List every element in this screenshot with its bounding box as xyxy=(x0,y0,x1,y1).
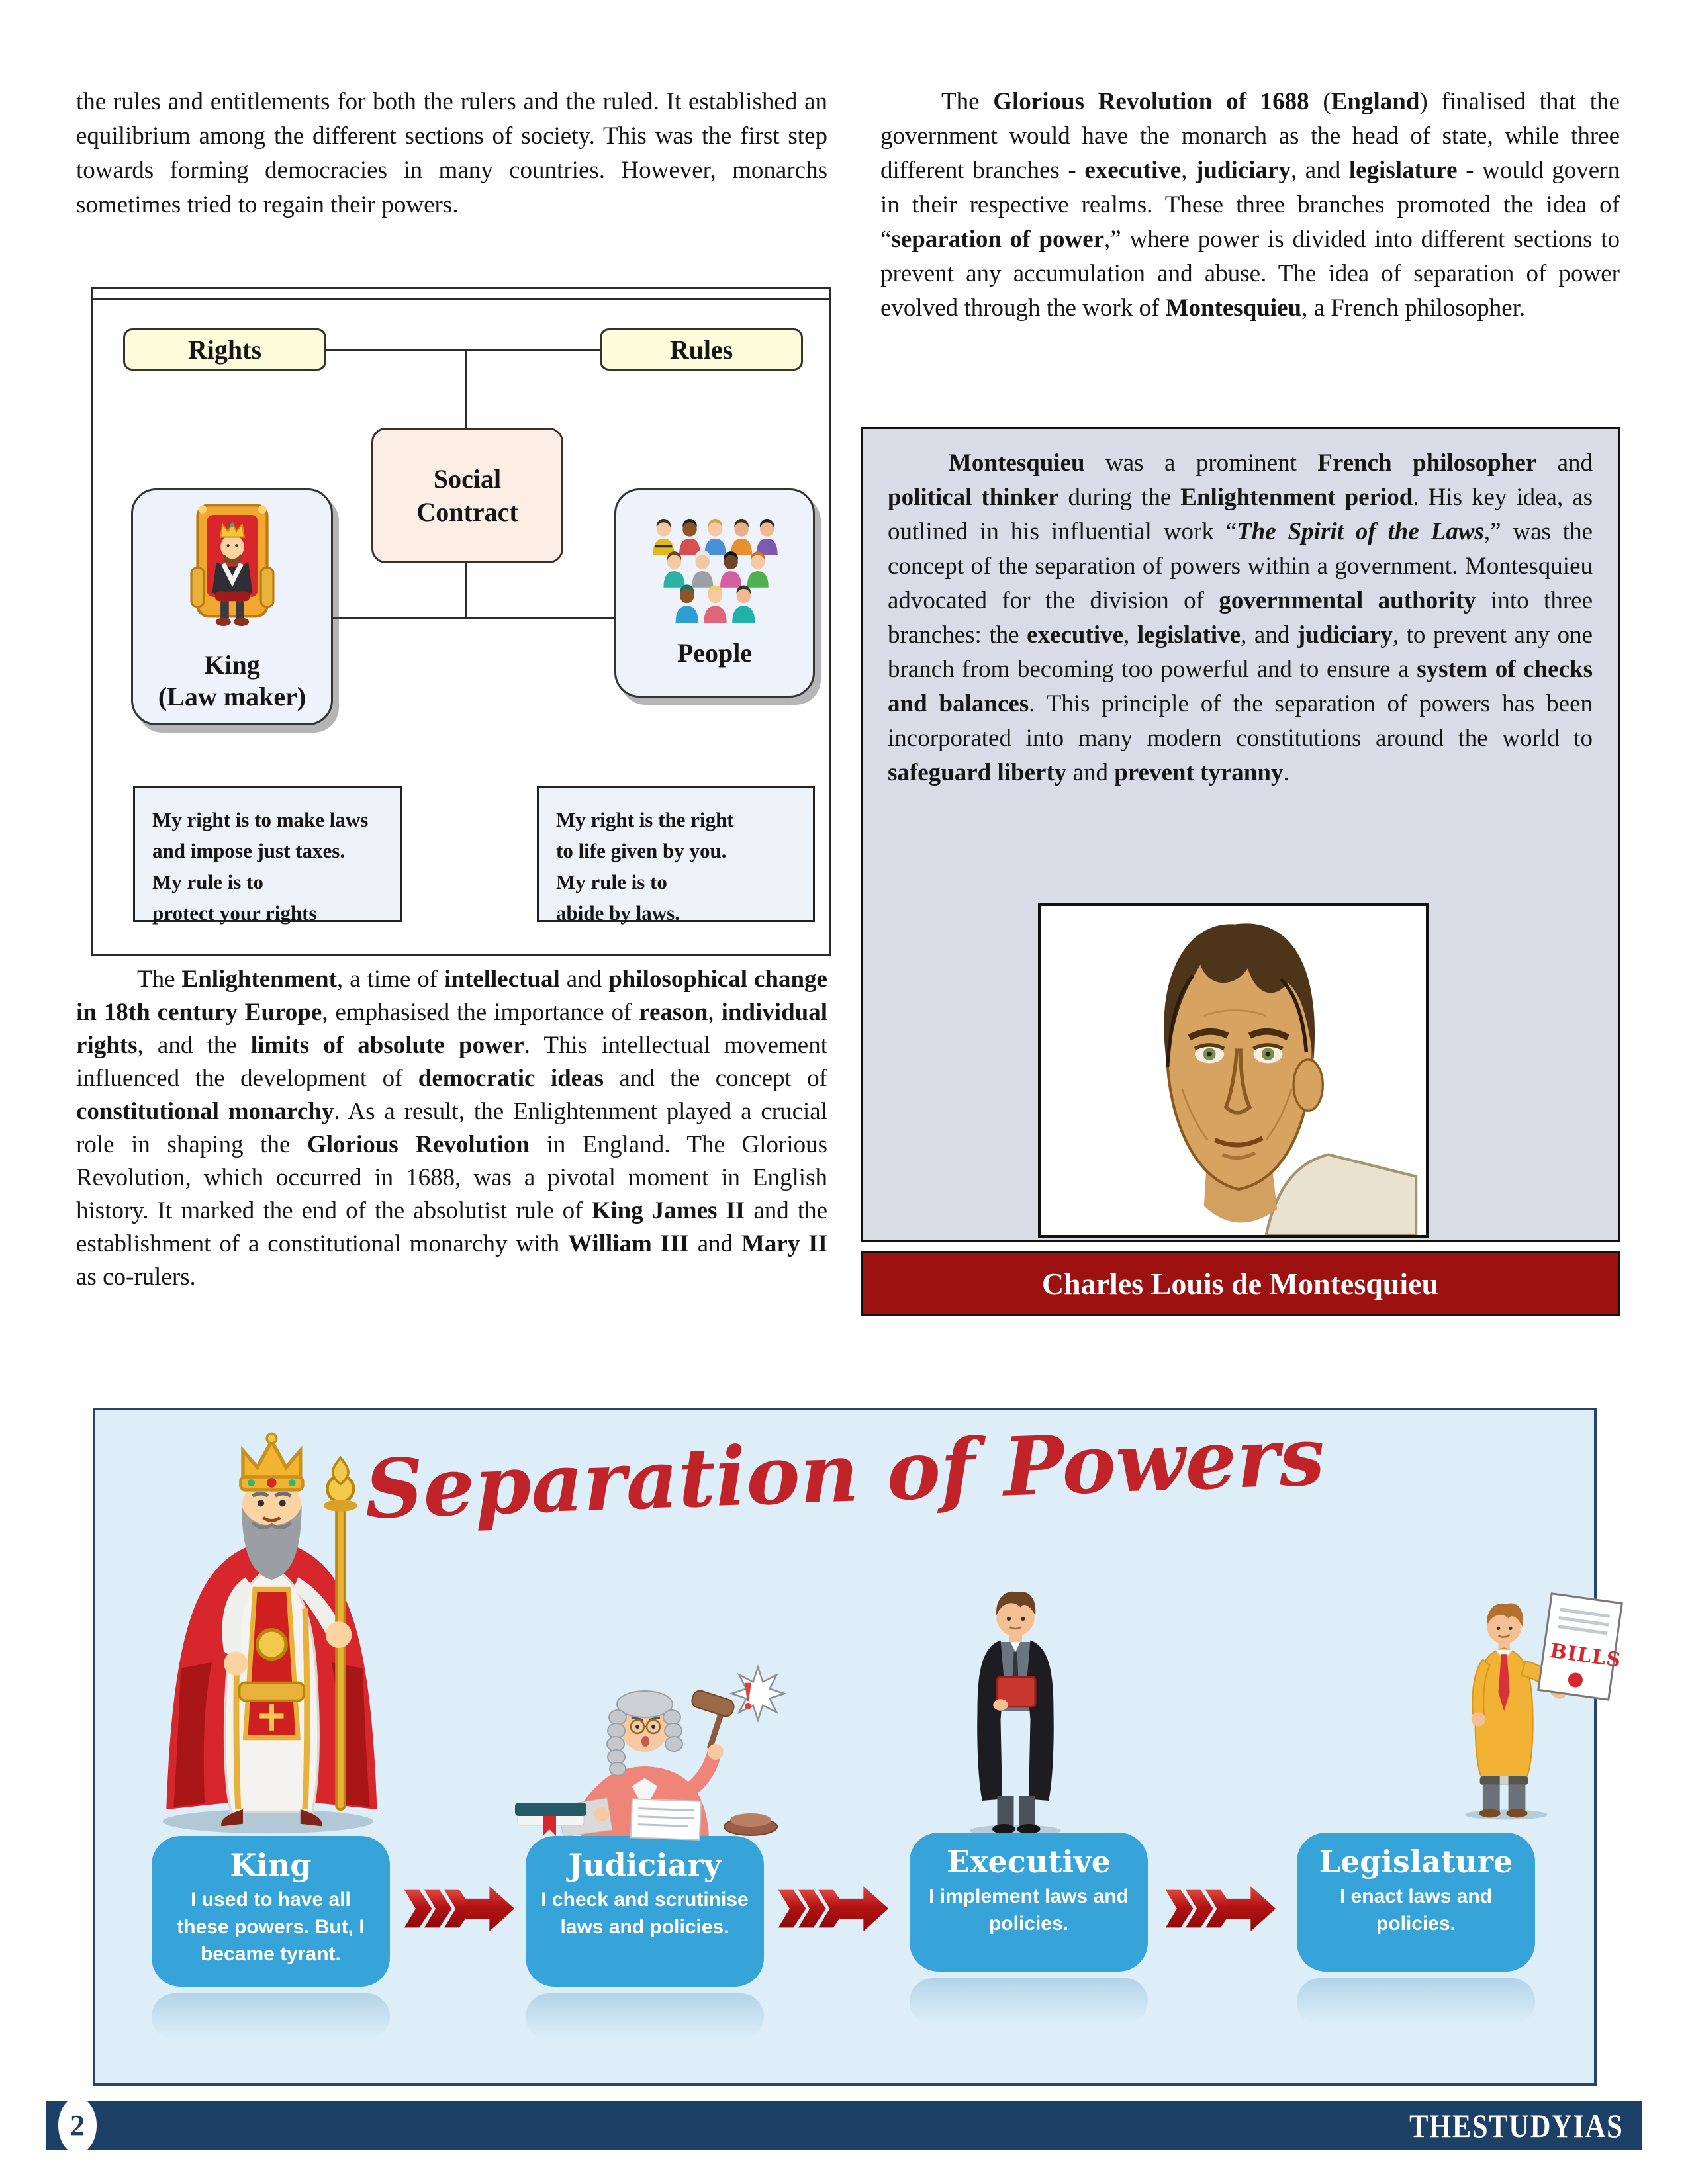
judiciary-box-reflection xyxy=(526,1993,764,2040)
rights-label: Rights xyxy=(187,334,262,365)
bills-document xyxy=(1537,1592,1623,1701)
exclamation-mark: ! xyxy=(740,1675,756,1717)
social-contract-diagram xyxy=(91,287,831,956)
king-speech-box: My right is to make laws and impose just taxes. My rule is to protect your rights xyxy=(133,786,402,922)
rules-node xyxy=(600,328,803,371)
montesquieu-engraving-illustration xyxy=(1041,906,1426,1235)
king-on-throne-illustration xyxy=(180,501,285,640)
people-node xyxy=(614,488,815,698)
arrow-king-to-judiciary-icon xyxy=(403,1882,516,1935)
bills-seal-icon xyxy=(1567,1672,1583,1688)
king-node xyxy=(131,488,333,725)
king-node-sublabel: (Law maker) xyxy=(158,682,306,711)
legislature-box-title: Legislature xyxy=(1319,1844,1513,1880)
connector-rights-rules xyxy=(326,349,601,351)
arrow-judiciary-to-executive-icon xyxy=(777,1882,890,1935)
king-box-title: King xyxy=(230,1847,312,1883)
page-number: 2 xyxy=(70,2109,85,2142)
king-box-reflection xyxy=(152,1993,390,2040)
connector-down-to-social xyxy=(465,349,467,428)
people-node-label: People xyxy=(677,638,753,668)
king-figure-illustration xyxy=(118,1429,430,1836)
executive-box-reflection xyxy=(910,1978,1148,2025)
legislature-box-text: I enact laws and policies. xyxy=(1339,1886,1493,1934)
left-column-paragraph-2: The Enlightenment, a time of intellectual and philosophical change in 18th century Europe, emphasised the importance of reason, individual rights, and the limits of absolute power. This intellectual movement influenced the development of democratic ideas and the concept of constitutional monarchy. As a result, the Enlightenment played a crucial role in shaping the Glorious Revolution in England. The Glorious Revolution, which occurred in 1688, was a pivotal moment in English history. It marked the end of the absolutist rule of King James II and the establishment of a constitutional monarchy with William III and Mary II as co-rulers. xyxy=(76,966,828,1291)
portrait-caption-bar xyxy=(861,1251,1620,1316)
legislature-branch-box xyxy=(1297,1833,1535,1972)
rules-label: Rules xyxy=(669,334,733,365)
executive-figure-illustration xyxy=(949,1586,1082,1837)
portrait-caption: Charles Louis de Montesquieu xyxy=(1041,1266,1439,1300)
brand-name: THESTUDYIAS xyxy=(1409,2107,1623,2144)
social-contract-label: Social Contract xyxy=(416,463,518,527)
king-box-text: I used to have all these powers. But, I became tyrant. xyxy=(177,1889,365,1965)
legislature-box-reflection xyxy=(1297,1978,1535,2025)
montesquieu-paragraph: Montesquieu was a prominent French philosopher and political thinker during the Enlightenment period. His key idea, as outlined in his influential work “The Spirit of the Laws,” was the concept of the separation of powers within a government. Montesquieu advocated for the division of governmental authority into three branches: the executive, legislative, and judiciary, to prevent any one branch from becoming too powerful and to ensure a system of checks and balances. This principle of the separation of powers has been incorporated into many modern constitutions around the world to safeguard liberty and prevent tyranny. xyxy=(888,449,1593,786)
executive-box-title: Executive xyxy=(947,1844,1111,1880)
rights-node xyxy=(123,328,326,371)
bills-doc-line xyxy=(1558,1616,1609,1627)
separation-of-powers-panel xyxy=(93,1408,1623,2086)
social-contract-node xyxy=(371,428,563,563)
connector-king-people xyxy=(333,617,616,619)
judge-desk-items-illustration xyxy=(512,1797,790,1849)
people-speech-box: My right is the right to life given by you. My rule is to abide by laws. xyxy=(537,786,815,922)
crowd-illustration xyxy=(639,500,791,631)
arrow-executive-to-legislature-icon xyxy=(1164,1882,1277,1935)
footer-bar xyxy=(46,2101,1642,2150)
connector-social-down xyxy=(465,563,467,619)
king-node-label: King xyxy=(204,650,260,680)
montesquieu-info-box xyxy=(861,427,1620,1242)
right-column-paragraph-1: The Glorious Revolution of 1688 (England) finalised that the government would have the monarch as the head of state, while three different branches - executive, judiciary, and legislature - would govern in their respective realms. These three branches promoted the idea of “separation of power,” where power is divided into different sections to prevent any accumulation and abuse. The idea of separation of power evolved through the work of Montesquieu, a French philosopher. xyxy=(880,88,1620,322)
executive-box-text: I implement laws and policies. xyxy=(929,1886,1129,1934)
judiciary-box-text: I check and scrutinise laws and policies. xyxy=(541,1889,749,1938)
bills-doc-line xyxy=(1558,1625,1608,1635)
diagram-inner-rule xyxy=(93,298,829,300)
panel-title: Separation of Powers xyxy=(363,1408,1327,1537)
bills-label: BILLS xyxy=(1548,1639,1623,1672)
montesquieu-portrait xyxy=(1038,903,1429,1238)
judiciary-box-title: Judiciary xyxy=(568,1847,722,1883)
left-column-paragraph-1: the rules and entitlements for both the rulers and the ruled. It established an equilibrium among the different sections of society. This was the first step towards forming democracies in many countries. However, monarchs sometimes tried to regain their powers. xyxy=(76,88,827,218)
executive-branch-box xyxy=(910,1833,1148,1972)
page-number-badge xyxy=(58,2097,97,2154)
king-branch-box xyxy=(152,1836,390,1987)
judiciary-branch-box xyxy=(526,1836,764,1987)
bills-doc-line xyxy=(1560,1608,1610,1618)
